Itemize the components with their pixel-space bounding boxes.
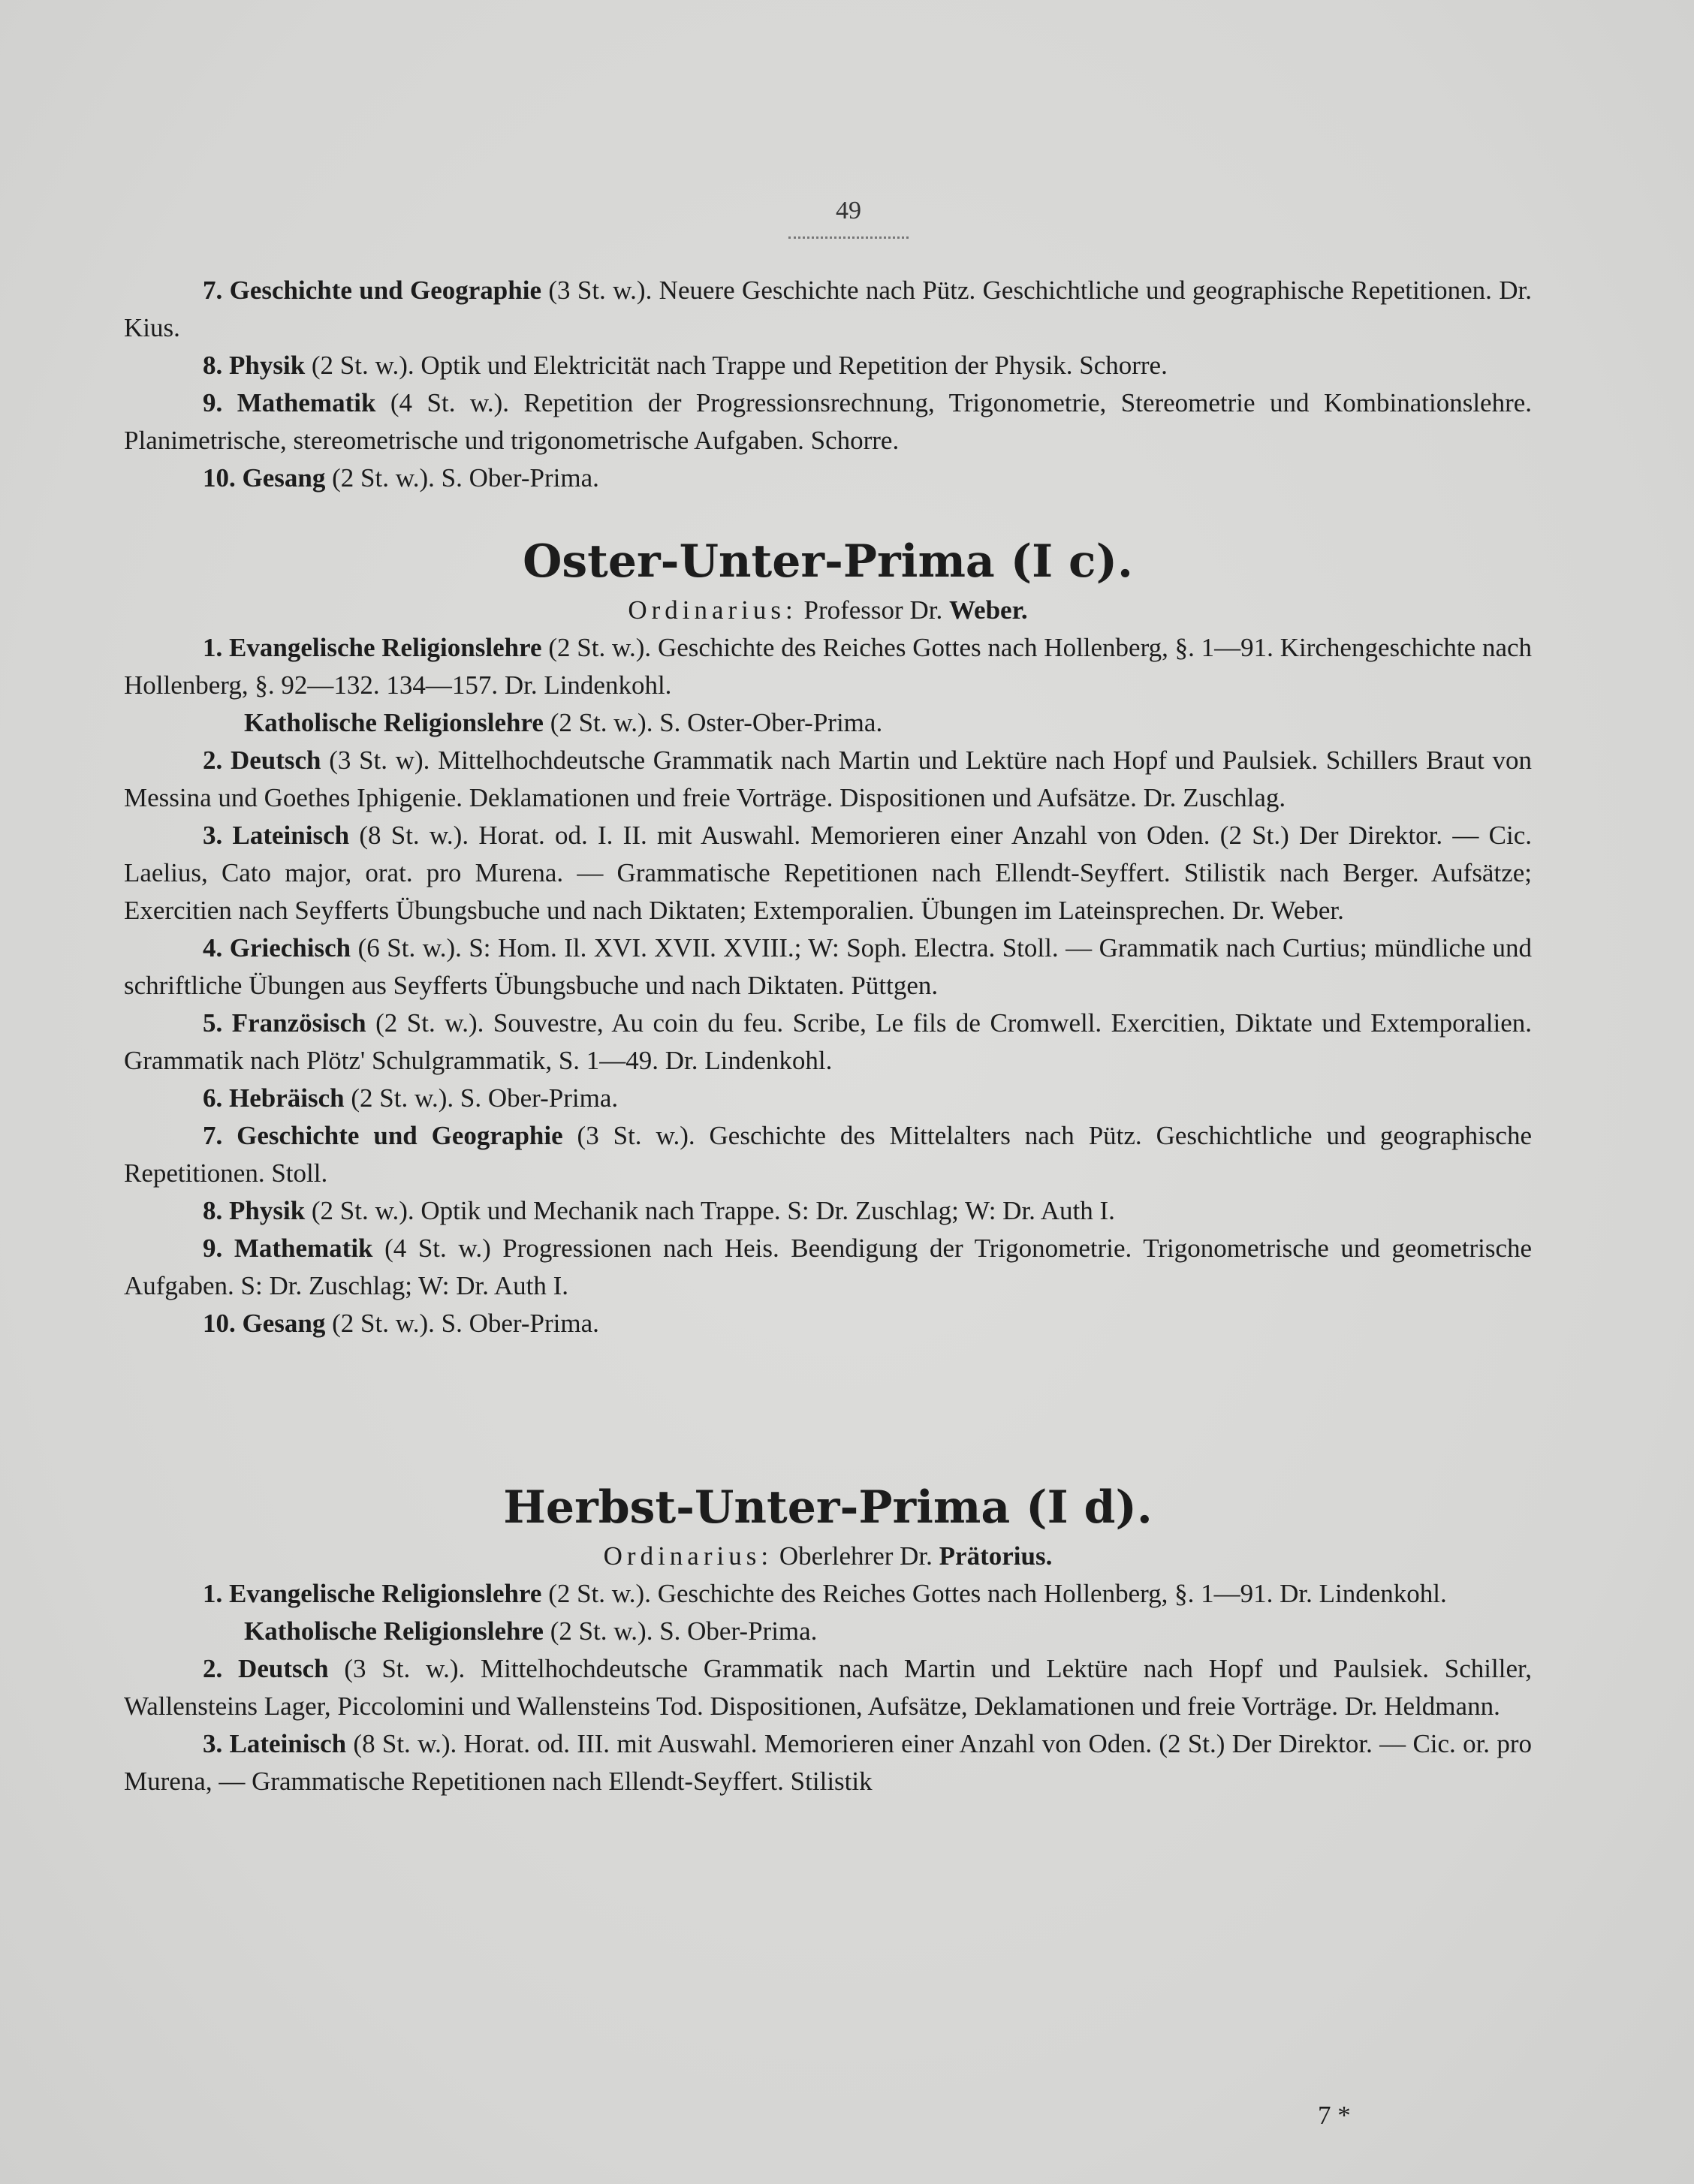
list-item: 9. Mathematik (4 St. w.) Progressionen nach Heis. Beendigung der Trigonometrie. Trigonometrische und geometrische Aufgaben. S: Dr. Zuschlag; W: Dr. Auth I. <box>124 1234 1533 1300</box>
list-item: 1. Evangelische Religionslehre (2 St. w.). Geschichte des Reiches Gottes nach Hollenberg, §. 1—91. Dr. Lindenkohl. <box>203 1579 1447 1608</box>
list-item: 2. Deutsch (3 St. w.). Mittelhochdeutsche Grammatik nach Martin und Lektüre nach Hopf und Paulsiek. Schiller, Wallensteins Lager, Piccolomini und Wallensteins Tod. Dispositionen, Aufsätze, Deklamationen und freie Vorträge. Dr. Heldmann. <box>124 1654 1533 1721</box>
section-ic <box>124 532 1532 1342</box>
list-item: 5. Französisch (2 St. w.). Souvestre, Au coin du feu. Scribe, Le fils de Cromwell. Exercitien, Diktate und Extemporalien. Grammatik nach Plötz' Schulgrammatik, S. 1—49. Dr. Lindenkohl. <box>124 1008 1533 1075</box>
ordinarius-line: Ordinarius: Professor Dr. Weber. <box>628 595 1028 625</box>
page-number: 49 <box>836 197 861 224</box>
ordinarius-line: Ordinarius: Oberlehrer Dr. Prätorius. <box>603 1541 1053 1571</box>
list-item: 1. Evangelische Religionslehre (2 St. w.). Geschichte des Reiches Gottes nach Hollenberg, §. 1—91. Kirchengeschichte nach Hollenberg, §. 92—132. 134—157. Dr. Lindenkohl. <box>124 633 1533 700</box>
list-item: 7. Geschichte und Geographie (3 St. w.). Geschichte des Mittelalters nach Pütz. Geschichtliche und geographische Repetitionen. Stoll. <box>124 1121 1532 1188</box>
section-previous <box>124 272 1532 497</box>
list-item: 7. Geschichte und Geographie (3 St. w.). Neuere Geschichte nach Pütz. Geschichtliche und geographische Repetitionen. Dr. Kius. <box>124 276 1533 342</box>
list-item: 3. Lateinisch (8 St. w.). Horat. od. I. II. mit Auswahl. Memorieren einer Anzahl von Oden. (2 St.) Der Direktor. — Cic. Laelius, Cato major, orat. pro Murena. — Grammatische Repetitionen nach Ellendt-Seyffert. Stilistik nach Berger. Aufsätze; Exercitien nach Seyfferts Übungsbuche und nach Diktaten; Extemporalien. Übungen im Lateinsprechen. Dr. Weber. <box>124 821 1532 925</box>
list-item: 8. Physik (2 St. w.). Optik und Mechanik nach Trappe. S: Dr. Zuschlag; W: Dr. Auth I. <box>203 1196 1115 1225</box>
list-item: 3. Lateinisch (8 St. w.). Horat. od. III. mit Auswahl. Memorieren einer Anzahl von Oden. (2 St.) Der Direktor. — Cic. or. pro Murena, — Grammatische Repetitionen nach Ellendt-Seyffert. Stilistik <box>124 1729 1533 1796</box>
section-heading: Oster-Unter-Prima (I c). <box>523 535 1133 588</box>
signature-mark: 7 * <box>1318 2101 1351 2130</box>
list-item: 9. Mathematik (4 St. w.). Repetition der Progressionsrechnung, Trigonometrie, Stereometrie und Kombinationslehre. Planimetrische, stereometrische und trigonometrische Aufgaben. Schorre. <box>124 388 1533 455</box>
list-item: 8. Physik (2 St. w.). Optik und Elektricität nach Trappe und Repetition der Physik. Schorre. <box>203 351 1168 380</box>
list-item: 6. Hebräisch (2 St. w.). S. Ober-Prima. <box>203 1083 619 1113</box>
section-id <box>124 1478 1532 1800</box>
list-item: Katholische Religionslehre (2 St. w.). S. Ober-Prima. <box>244 1616 818 1646</box>
list-item: Katholische Religionslehre (2 St. w.). S. Oster-Ober-Prima. <box>244 708 883 737</box>
list-item: 4. Griechisch (6 St. w.). S: Hom. Il. XVI. XVII. XVIII.; W: Soph. Electra. Stoll. — Grammatik nach Curtius; mündliche und schriftliche Übungen aus Seyfferts Übungsbuche und nach Diktaten. Püttgen. <box>124 933 1533 1000</box>
page-number-rule <box>788 236 909 239</box>
list-item: 10. Gesang (2 St. w.). S. Ober-Prima. <box>203 1309 599 1338</box>
list-item: 2. Deutsch (3 St. w). Mittelhochdeutsche Grammatik nach Martin und Lektüre nach Hopf und Paulsiek. Schillers Braut von Messina und Goethes Iphigenie. Deklamationen und freie Vorträge. Dispositionen und Aufsätze. Dr. Zuschlag. <box>124 746 1533 812</box>
section-heading: Herbst-Unter-Prima (I d). <box>503 1481 1153 1534</box>
list-item: 10. Gesang (2 St. w.). S. Ober-Prima. <box>203 463 599 493</box>
